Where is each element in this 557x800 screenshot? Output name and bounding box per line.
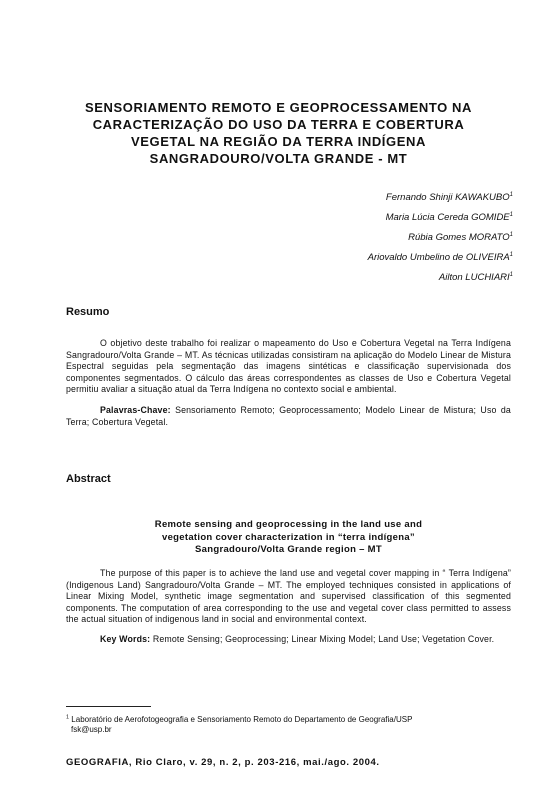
footnote-email: fsk@usp.br xyxy=(71,725,112,734)
title-line: VEGETAL NA REGIÃO DA TERRA INDÍGENA xyxy=(131,134,426,149)
title-line: SENSORIAMENTO REMOTO E GEOPROCESSAMENTO NA xyxy=(84,100,473,115)
resumo-heading: Resumo xyxy=(66,306,110,318)
title-line: CARACTERIZAÇÃO DO USO DA TERRA E COBERTURA xyxy=(92,117,465,132)
affiliation-mark: 1 xyxy=(509,231,513,238)
resumo-text: O objetivo deste trabalho foi realizar o mapeamento do Uso e Cobertura Vegetal na Terra Indígena Sangradouro/Volta Grande – MT. As técnicas utilizadas consistiram na aplicação do Modelo Linear de Mistura Espectral seguidas pela segmentação das imagens sintéticas e classificação supervisionada dos componentes segmentados. O cálculo das áreas correspondentes as classes de Uso e Cobertura Vegetal permitiu avaliar a situação atual da Terra Indígena no contexto social e ambiental. xyxy=(66,338,511,394)
keywords-text: Remote Sensing; Geoprocessing; Linear Mixing Model; Land Use; Vegetation Cover. xyxy=(152,634,495,644)
english-title xyxy=(66,519,511,557)
footnote xyxy=(66,715,516,735)
keywords-text: Sensoriamento Remoto; Geoprocessamento; Modelo Linear de Mistura; Uso da Terra; Cobertura Vegetal. xyxy=(66,405,511,427)
english-title-line: vegetation cover characterization in “terra indígena” xyxy=(162,531,415,543)
abstract-text: The purpose of this paper is to achieve the land use and vegetal cover mapping in “ Terra Indígena” (Indigenous Land) Sangradouro/Volta Grande – MT. The employed techniques consisted in applications of Linear Mixing Model, synthetic image segmentation and supervised classification of this segmented components. The computation of area corresponding to the use and vegetal cover class permitted to assess the actual situation of indigenous land in social and environmental context. xyxy=(66,568,511,624)
keywords-label: Key Words: xyxy=(100,634,151,644)
footnote-rule xyxy=(66,706,151,707)
title-line: SANGRADOURO/VOLTA GRANDE - MT xyxy=(149,151,408,166)
palavras-chave xyxy=(66,405,511,428)
english-title-line: Sangradouro/Volta Grande region – MT xyxy=(195,544,382,555)
footnote-mark: 1 xyxy=(66,714,70,721)
affiliation-mark: 1 xyxy=(509,191,513,198)
journal-citation: GEOGRAFIA, Rio Claro, v. 29, n. 2, p. 203-216, mai./ago. 2004. xyxy=(66,757,380,768)
author: Rúbia Gomes MORATO$^1$ xyxy=(408,231,513,243)
english-title-line: Remote sensing and geoprocessing in the land use and xyxy=(154,519,423,530)
keywords-label: Palavras-Chave: xyxy=(100,405,171,415)
key-words xyxy=(66,634,511,646)
footnote-line: $^1$ Laboratório de Aerofotogeografia e Sensoriamento Remoto do Departamento de Geografia/USP xyxy=(66,714,413,724)
abstract-heading: Abstract xyxy=(66,473,111,485)
author: Fernando Shinji KAWAKUBO$^1$ xyxy=(385,191,513,203)
author: Ailton LUCHIARI$^1$ xyxy=(438,271,513,283)
affiliation-mark: 1 xyxy=(509,271,513,278)
author: Ariovaldo Umbelino de OLIVEIRA$^1$ xyxy=(367,251,513,263)
affiliation-mark: 1 xyxy=(509,211,513,218)
author: Maria Lúcia Cereda GOMIDE$^1$ xyxy=(385,211,513,223)
paper-title xyxy=(60,99,497,167)
author-list xyxy=(368,188,513,288)
affiliation-mark: 1 xyxy=(509,251,513,258)
